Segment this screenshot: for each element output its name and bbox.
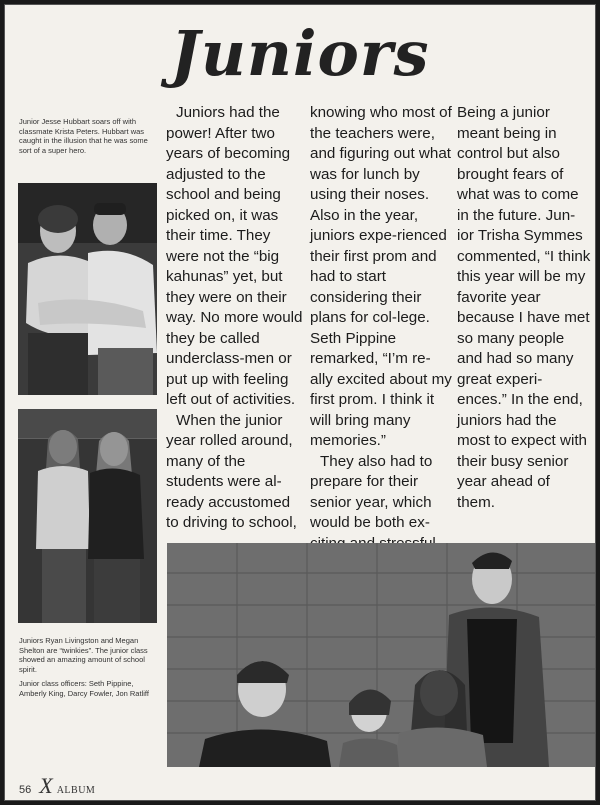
body-paragraph: Juniors had the power! After two years of becoming adjusted to the school and being picked on, it was their time. They were not the “big kahunas” yet, but they were on their way. No more would they be called underclass-men or put up with feeling left out of activities. [166,104,303,408]
photo-livingston-shelton [18,409,157,623]
body-column-1 [166,103,306,534]
page-title: Juniors [170,17,430,90]
page-number: 56 [19,784,32,796]
album-logo-letter: X [39,773,53,798]
caption-top-photo: Junior Jesse Hubbart soars off with classmate Krista Peters. Hubbart was caught in the illusion that he was some sort of a super hero. [19,117,148,155]
body-paragraph: knowing who most of the teachers were, and figuring out what was for lunch by using their noses. Also in the year, juniors expe-rienced their first prom and had to start considering their plans for col-lege. Seth Pippine remarked, “I’m re-ally excited about my first prom. I think it will bring many memories.” [310,104,452,449]
photo-class-officers [167,543,595,767]
body-paragraph: When the junior year rolled around, many of the students were al-ready accustomed to driving to school, [166,411,297,531]
page-footer [19,773,95,799]
caption-twinkies: Juniors Ryan Livingston and Megan Shelton are “twinkies”. The junior class showed an amazing amount of school spirit. [19,636,148,674]
body-column-2 [310,103,452,554]
body-column-3 [457,103,592,513]
album-logo-word: ALBUM [56,785,96,796]
yearbook-page [4,4,596,801]
photo-hubbart-peters [18,183,157,395]
caption-officers: Junior class officers: Seth Pippine, Amberly King, Darcy Fowler, Jon Ratliff [19,679,149,698]
body-paragraph: They also had to prepare for their senior year, which would be both ex- [310,452,433,531]
body-paragraph: Being a junior meant being in control but also brought fears of what was to come in the future. Jun-ior Trisha Symmes commented, “I think this year will be my favorite year because I have met so many people and had so many great experi-ences.” In the end, juniors had the most to expect with their busy senior year ahead of them. [457,104,591,511]
